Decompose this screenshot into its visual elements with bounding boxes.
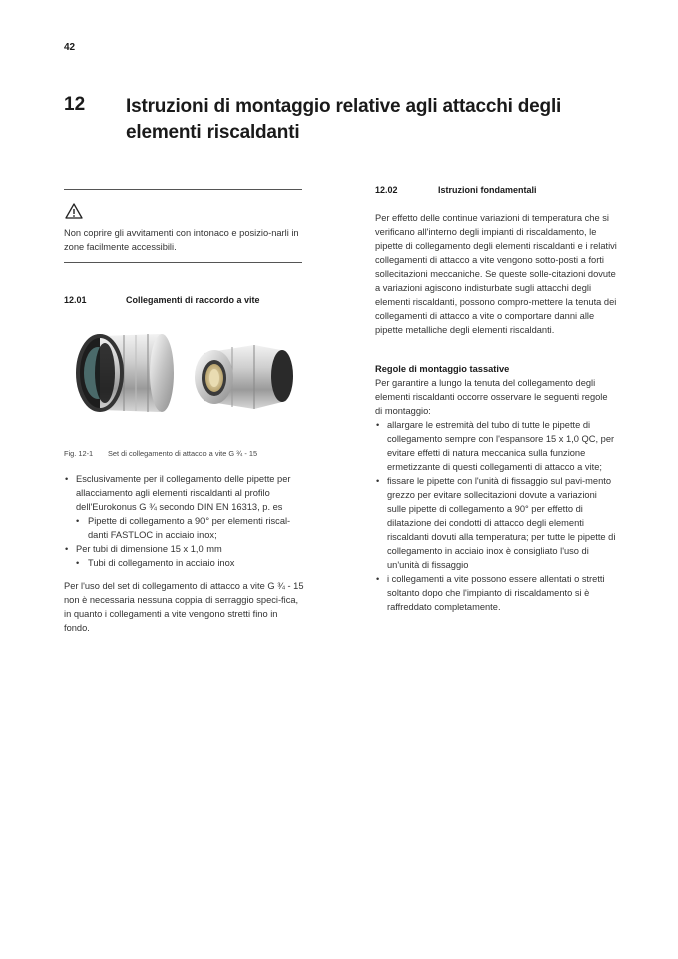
rules-intro: Per garantire a lungo la tenuta del collegamento degli elementi riscaldanti occorre osservare le seguenti regole di montaggio: — [375, 378, 608, 416]
list-item: • Pipette di collegamento a 90° per elementi riscal-danti FASTLOC in acciaio inox; — [64, 514, 304, 542]
list-item: • allargare le estremità del tubo di tutte le pipette di collegamento sempre con l'espansore 15 x 1,0 QC, per evitare effetti di natura meccanica sulla funzione ermetizzante di questi collegamenti di attacco a vite; — [375, 418, 617, 474]
list-item: • i collegamenti a vite possono essere allentati o stretti soltanto dopo che l'impianto di riscaldamento si è raffreddato completamente. — [375, 572, 617, 614]
page-number: 42 — [64, 42, 76, 53]
fitting-right-image — [195, 345, 293, 409]
section-title: Istruzioni fondamentali — [438, 185, 537, 195]
warning-bottom-rule — [64, 262, 302, 263]
chapter-number: 12 — [64, 94, 86, 115]
figure-number: Fig. 12-1 — [64, 449, 94, 458]
section-number: 12.02 — [375, 185, 398, 195]
warning-top-rule — [64, 189, 302, 190]
list-item: • Per tubi di dimensione 15 x 1,0 mm — [64, 542, 304, 556]
section-1201-paragraph: Per l'uso del set di collegamento di attacco a vite G ¾ - 15 non è necessaria nessuna coppia di serraggio speci-fica, in quanto i collegamenti a vite vengono stretti fino in fondo. — [64, 581, 304, 633]
section-1202-paragraph: Per effetto delle continue variazioni di temperatura che si verificano all'interno degli impianti di riscaldamento, le pipette di collegamento degli elementi riscaldanti e i relativi collegamenti di attacco a vite vengono sotto-posti a forti sollecitazioni meccaniche. Se queste solle-citazioni dovute a variazioni agiscono indisturbate sugli attacchi degli elementi riscaldanti, possono compro-mettere la tenuta dei collegamenti di attacco a vite o comportare danni alle pipette metalliche degli elementi riscaldanti. — [375, 213, 617, 335]
warning-triangle-icon — [65, 203, 83, 219]
section-title: Collegamenti di raccordo a vite — [126, 295, 260, 305]
list-item: • Esclusivamente per il collegamento delle pipette per allacciamento agli elementi riscaldanti al profilo dell'Eurokonus G ¾ secondo DIN EN 16313, p. es — [64, 472, 304, 514]
chapter-title: Istruzioni di montaggio relative agli attacchi degli elementi riscaldanti — [126, 96, 562, 143]
product-photo — [64, 323, 302, 431]
section-number: 12.01 — [64, 295, 87, 305]
figure-caption: Set di collegamento di attacco a vite G ¾ - 15 — [108, 449, 258, 458]
section-1201-bullets — [64, 472, 304, 570]
warning-text: Non coprire gli avvitamenti con intonaco e posizio-narli in zone facilmente accessibili. — [64, 228, 299, 252]
list-item: • fissare le pipette con l'unità di fissaggio sul pavi-mento grezzo per evitare sollecitazioni dovute a variazioni sulle pipette di collegamento a 90° per effetto di dilatazione dei condotti di attacco degli elementi riscaldanti dovuti alla temperatura; per tutte le pipette di collegamento in acciaio inox è consigliato l'uso di un'unità di fissaggio — [375, 474, 617, 572]
rules-heading: Regole di montaggio tassative — [375, 364, 510, 374]
fitting-left-image — [78, 334, 174, 412]
rules-list — [375, 418, 617, 614]
list-item: • Tubi di collegamento in acciaio inox — [64, 556, 304, 570]
